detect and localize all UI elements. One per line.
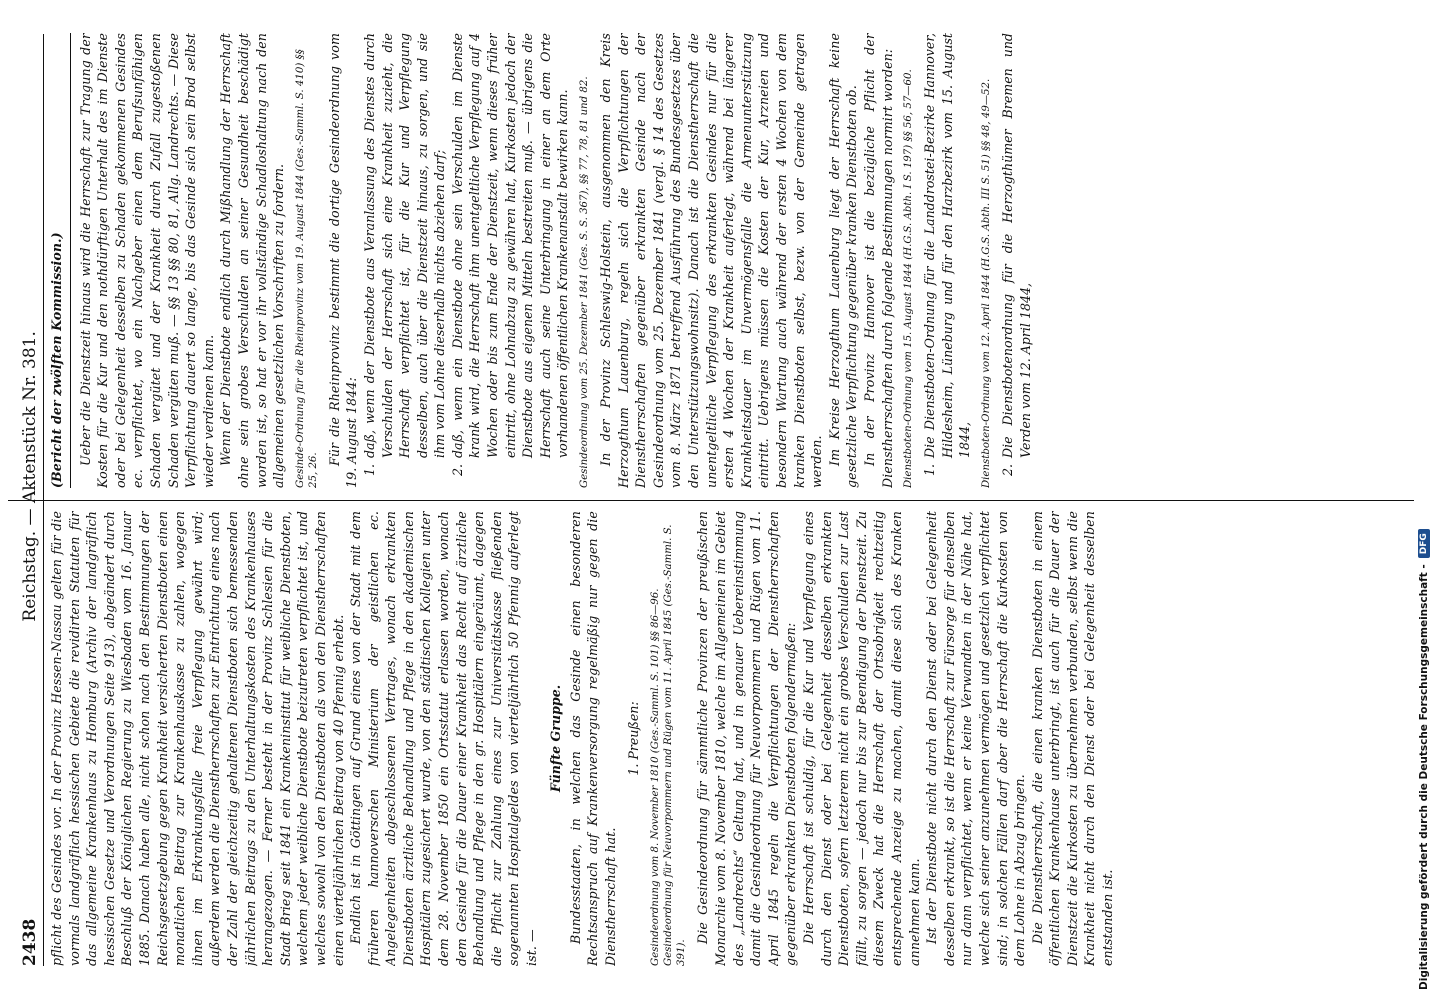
- margin-note-citation: Gesindeordnung vom 8. November 1810 (Ges.-Samml. S. 101) §§ 86—96. Gesindeordnung für Neuvorpommern und Rügen vom 11. April 1845 (Ges.-Samml. S. 391).: [650, 524, 688, 966]
- paragraph: Die Gesindeordnung für sämmtliche Provinzen der preußischen Monarchie vom 8. November 1810, welche im Allgemeinen im Gebiet des „Landrechts“ Geltung hat, und in genauer Uebereinstimmung damit die Gesindeordnung für Neuvorpommern und Rügen vom 11. April 1845 regeln die Verpflichtungen der Dienstherrschaften gegenüber erkrankten Dienstboten folgendermaßen:: [695, 511, 799, 966]
- column-rule: [8, 500, 1414, 501]
- right-column: [48, 33, 1426, 488]
- list-item: [999, 33, 1034, 488]
- list-item: [361, 33, 449, 488]
- list-item-text: Die Dienstbotenordnung für die Herzogthümer Bremen und Verden vom 12. April 1844,: [999, 33, 1033, 458]
- sub-title: 1. Preußen:: [626, 701, 642, 776]
- paragraph: Im Kreise Herzogthum Lauenburg liegt der Herrschaft keine gesetzliche Verpflichtung gegenüber kranken Dienstboten ob.: [826, 33, 860, 488]
- paragraph: pflicht des Gesindes vor. In der Provinz Hessen-Nassau gelten für die vormals landgräflich hessischen Gebiete die revidirten Statuten für das allgemeine Krankenhaus zu Homburg (Archiv der landgräflich hessischen Gesetze und Verordnungen Seite 913), abgeändert durch Beschluß der Königlichen Regierung zu Wiesbaden vom 16. Januar 1885. Danach haben alle, nicht schon nach den Bestimmungen der Reichsgesetzgebung gegen Krankheit versicherten Dienstboten einen monatlichen Beitrag zur Krankenhauskasse zu zahlen, wogegen ihnen im Erkrankungsfalle freie Verpflegung gewährt wird; außerdem werden die Dienstherrschaften zur Entrichtung eines nach der Zahl der gleichzeitig gehaltenen Dienstboten sich bemessenden jährlichen Beitrags zu den Unterhaltungskosten des Krankenhauses herangezogen. — Ferner besteht in der Provinz Schlesien für die Stadt Brieg seit 1841 ein Krankeninstitut für weibliche Dienstboten, welchem jeder weibliche Dienstbote beizutreten verpflichtet ist, und welches sowohl von den Dienstboten als von den Dienstherrschaften einen vierteljährlichen Beitrag von 40 Pfennig erhebt.: [49, 511, 346, 966]
- digitization-credit: [1418, 10, 1430, 990]
- list-item-number: 2.: [999, 464, 1015, 477]
- list-item-text: daß, wenn der Dienstbote aus Veranlassung des Dienstes durch Verschulden der Herrschaft sich eine Krankheit zuzieht, die Herrschaft verpflichtet ist, für die Kur und Verpflegung desselben, auch über die Dienstzeit hinaus, zu sorgen, und sie ihm vom Lohne dieserhalb nichts abziehen darf;: [361, 33, 448, 458]
- digitization-credit-text: Digitalisierung gefördert durch die Deutsche Forschungsgemeinschaft -: [1418, 564, 1430, 990]
- list-item-text: daß, wenn ein Dienstbote ohne sein Verschulden im Dienste krank wird, die Herrschaft ihm unentgeltliche Verpflegung auf 4 Wochen oder bis zum Ende der Dienstzeit, wenn dieses früher eintritt, ohne Lohnabzug zu gewähren hat, Kurkosten jedoch der Dienstbote aus eigenen Mitteln bestreiten muß. — übrigens die Herrschaft auch seine Unterbringung in einer an dem Orte vorhandenen öffentlichen Krankenanstalt bewirken kann.: [449, 33, 571, 458]
- page-number: 2438: [20, 918, 40, 966]
- paragraph: Die Herrschaft ist schuldig, für die Kur und Verpflegung eines durch den Dienst oder bei Gelegenheit desselben erkrankten Dienstboten, sofern letzterem nicht ein grobes Verschulden zur Last fällt, zu sorgen — jedoch nur bis zur Beendigung der Dienstzeit. Zu diesem Zweck hat die Herrschaft der Ortsobrigkeit rechtzeitig entsprechende Anzeige zu machen, damit diese sich des Kranken annehmen kann.: [800, 511, 922, 966]
- left-column: [48, 511, 1426, 966]
- margin-note-citation: Dienstboten-Ordnung vom 12. April 1844 (H.G.S. Abth. III S. 51) §§ 48, 49—52.: [980, 78, 992, 488]
- margin-note-citation: Gesindeordnung vom 25. Dezember 1841 (Ges. S. S. 367), §§ 77, 78, 81 und 82.: [579, 76, 591, 488]
- list-item-number: 1.: [922, 464, 938, 477]
- list-item: [449, 33, 572, 488]
- paragraph: In der Provinz Schleswig-Holstein, ausgenommen den Kreis Herzogthum Lauenburg, regeln sich die Verpflichtungen der Dienstherrschaften gegenüber erkrankten Gesinde nach der Gesindeordnung vom 25. Dezember 1841 (vergl. § 14 des Gesetzes vom 8. März 1871 betreffend Ausführung des Bundesgesetzes über den Unterstützungswohnsitz). Danach ist die Dienstherrschaft die unentgeltliche Verpflegung des erkrankten Gesindes nur für die ersten 4 Wochen der Krankheit auferlegt, während bei längerer Krankheitsdauer im Unvermögensfalle die Armenunterstützung eintritt. Uebrigens müssen die Kosten der Kur, Arzneien und besondern Wartung auch während der ersten 4 Wochen von dem kranken Dienstboten selbst, bezw. von der Gemeinde getragen werden.: [598, 33, 825, 488]
- running-title: Reichstag. — Aktenstück Nr. 381.: [20, 331, 40, 622]
- section-intro: Bundesstaaten, in welchen das Gesinde einen besonderen Rechtsanspruch auf Krankenversorgung regelmäßig nur gegen die Dienstherrschaft hat.: [567, 511, 618, 966]
- section-title: Fünfte Gruppe.: [547, 684, 563, 793]
- list-item: [921, 33, 974, 488]
- paragraph: Wenn der Dienstbote endlich durch Mißhandlung der Herrschaft ohne sein grobes Verschulden an seiner Gesundheit beschädigt worden ist, so hat er vor ihr vollständige Schadloshaltung nach den allgemeinen gesetzlichen Vorschriften zu fordern.: [218, 33, 287, 488]
- list-item-number: 2.: [449, 464, 465, 477]
- margin-note-citation: Dienstboten-Ordnung vom 15. August 1844 (H.G.S. Abth. I S. 197) §§ 56, 57—60.: [903, 69, 915, 488]
- margin-note-citation: Gesinde-Ordnung für die Rheinprovinz vom 19. August 1844 (Ges.-Samml. S. 410) §§ 25, 26.: [294, 49, 319, 488]
- paragraph: Für die Rheinprovinz bestimmt die dortige Gesindeordnung vom 19. August 1844:: [326, 33, 360, 488]
- paragraph: Ueber die Dienstzeit hinaus wird die Herrschaft zur Tragung der Kosten für die Kur und den nothdürftigen Unterhalt des im Dienste oder bei Gelegenheit desselben zu Schaden gekommenen Gesindes ec. verpflichtet, wo ein Nachgeber einen dem Berufsunfähigen Schaden vergütet und der Krankheit durch Zufall zugestoßenen Schaden vergüten muß. — §§ 13 §§ 80, 81, Allg. Landrechts. — Diese Verpflichtung dauert so lange, bis das Gesinde sich sein Brod selbst wieder verdienen kann.: [77, 33, 216, 488]
- paragraph: Endlich ist in Göttingen auf Grund eines von der Stadt mit dem früheren hannoverschen Ministerium der geistlichen ec. Angelegenheiten abgeschlossenen Vertrages, wonach erkrankten Dienstboten ärztliche Behandlung und Pflege in den akademischen Hospitälern zugesichert wurde, von den städtischen Kollegien unter dem 28. November 1850 ein Ortsstatut erlassen worden, wonach dem Gesinde für die Dauer einer Krankheit das Recht auf ärztliche Behandlung und Pflege in den gr. Hospitälern eingeräumt, dagegen die Pflicht zur Zahlung eines zur Universitätskasse fließenden sogenannten Hospitalgeldes von vierteljährlich 50 Pfennig auferlegt ist. —: [348, 511, 540, 966]
- list-item-text: Die Dienstboten-Ordnung für die Landdrostei-Bezirke Hannover, Hildesheim, Lüneburg und für den Harzbezirk vom 15. August 1844,: [922, 33, 973, 458]
- commission-header: [48, 33, 71, 488]
- paragraph: Ist der Dienstbote nicht durch den Dienst oder bei Gelegenheit desselben erkrankt, so ist die Herrschaft zur Fürsorge für denselben nur dann verpflichtet, wenn er keine Verwandten in der Nähe hat, welche sich seiner anzunehmen vermögen und gesetzlich verpflichtet sind; in solchen Fällen darf aber die Herrschaft die Kurkosten von dem Lohne in Abzug bringen.: [924, 511, 1028, 966]
- commission-header-text: (Bericht der zwölften Kommission.): [49, 232, 64, 488]
- paragraph: In der Provinz Hannover ist die bezügliche Pflicht der Dienstherrschaften durch folgende Bestimmungen normirt worden:: [861, 33, 895, 488]
- paragraph: Die Dienstherrschaft, die einen kranken Dienstboten in einem öffentlichen Krankenhause unterbringt, ist auch für die Dauer der Dienstzeit die Kurkosten zu übernehmen verbunden, selbst wenn die Krankheit nicht durch den Dienst oder bei Gelegenheit desselben entstanden ist.: [1029, 511, 1116, 966]
- dfg-logo: DFG: [1418, 529, 1430, 558]
- list-item-number: 1.: [361, 464, 377, 477]
